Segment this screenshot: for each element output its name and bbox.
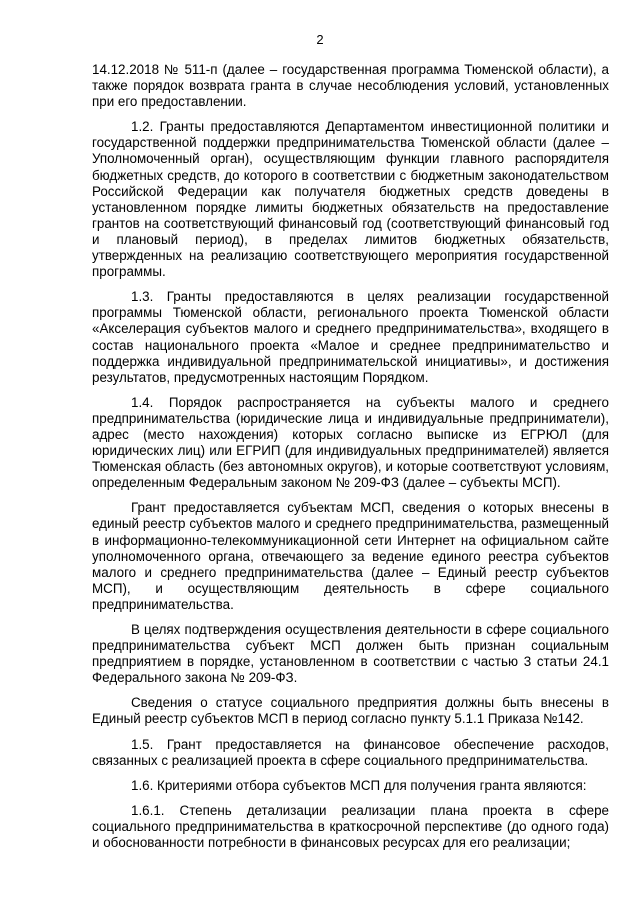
paragraph-continuation: 14.12.2018 № 511-п (далее – государственная программа Тюменской области), а также порядок возврата гранта в случае несоблюдения условий, установленных при его предоставлении. (92, 62, 609, 110)
paragraph-1-2: 1.2. Гранты предоставляются Департаментом инвестиционной политики и государственной поддержки предпринимательства Тюменской области (далее – Уполномоченный орган), осуществляющим функции главного распорядителя бюджетных средств, до которого в соответствии с бюджетным законодательством Российской Федерации как получателя бюджетных средств доведены в установленном порядке лимиты бюджетных обязательств на предоставление грантов на соответствующий финансовый год (соответствующий финансовый год и плановый период), в пределах лимитов бюджетных обязательств, утвержденных на реализацию соответствующего мероприятия государственной программы. (92, 119, 609, 280)
page-number: 2 (316, 32, 324, 47)
paragraph-1-6: 1.6. Критериями отбора субъектов МСП для получения гранта являются: (131, 777, 587, 793)
paragraph-1-5: 1.5. Грант предоставляется на финансовое обеспечение расходов, связанных с реализацией проекта в сфере социального предпринимательства. (92, 736, 609, 768)
paragraph-grant-registry: Грант предоставляется субъектам МСП, сведения о которых внесены в единый реестр субъектов малого и среднего предпринимательства, размещенный в информационно-телекоммуникационной сети Интернет на официальном сайте уполномоченного органа, отвечающего за ведение единого реестра субъектов малого и среднего предпринимательства (далее – Единый реестр субъектов МСП), и осуществляющим деятельность в сфере социального предпринимательства. (92, 500, 609, 612)
paragraph-status-info: Сведения о статусе социального предприятия должны быть внесены в Единый реестр субъектов МСП в период согласно пункту 5.1.1 Приказа №142. (92, 695, 609, 727)
paragraph-1-4: 1.4. Порядок распространяется на субъекты малого и среднего предпринимательства (юридические лица и индивидуальные предприниматели), адрес (место нахождения) которых согласно выписке из ЕГРЮЛ (для юридических лиц) или ЕГРИП (для индивидуальных предпринимателей) является Тюменская область (без автономных округов), и которые соответствуют условиям, определенным Федеральным законом № 209-ФЗ (далее – субъекты МСП). (92, 394, 609, 491)
document-body (92, 62, 609, 860)
paragraph-1-3: 1.3. Гранты предоставляются в целях реализации государственной программы Тюменской области, регионального проекта Тюменской области «Акселерация субъектов малого и среднего предпринимательства», входящего в состав национального проекта «Малое и среднее предпринимательство и поддержка индивидуальной предпринимательской инициативы», и достижения результатов, предусмотренных настоящим Порядком. (92, 289, 609, 385)
paragraph-1-6-1: 1.6.1. Степень детализации реализации плана проекта в сфере социального предпринимательства в краткосрочной перспективе (до одного года) и обоснованности потребности в финансовых ресурсах для его реализации; (92, 802, 609, 851)
paragraph-social-enterprise: В целях подтверждения осуществления деятельности в сфере социального предпринимательства субъект МСП должен быть признан социальным предприятием в порядке, установленном в соответствии с частью 3 статьи 24.1 Федерального закона № 209-ФЗ. (92, 622, 609, 686)
